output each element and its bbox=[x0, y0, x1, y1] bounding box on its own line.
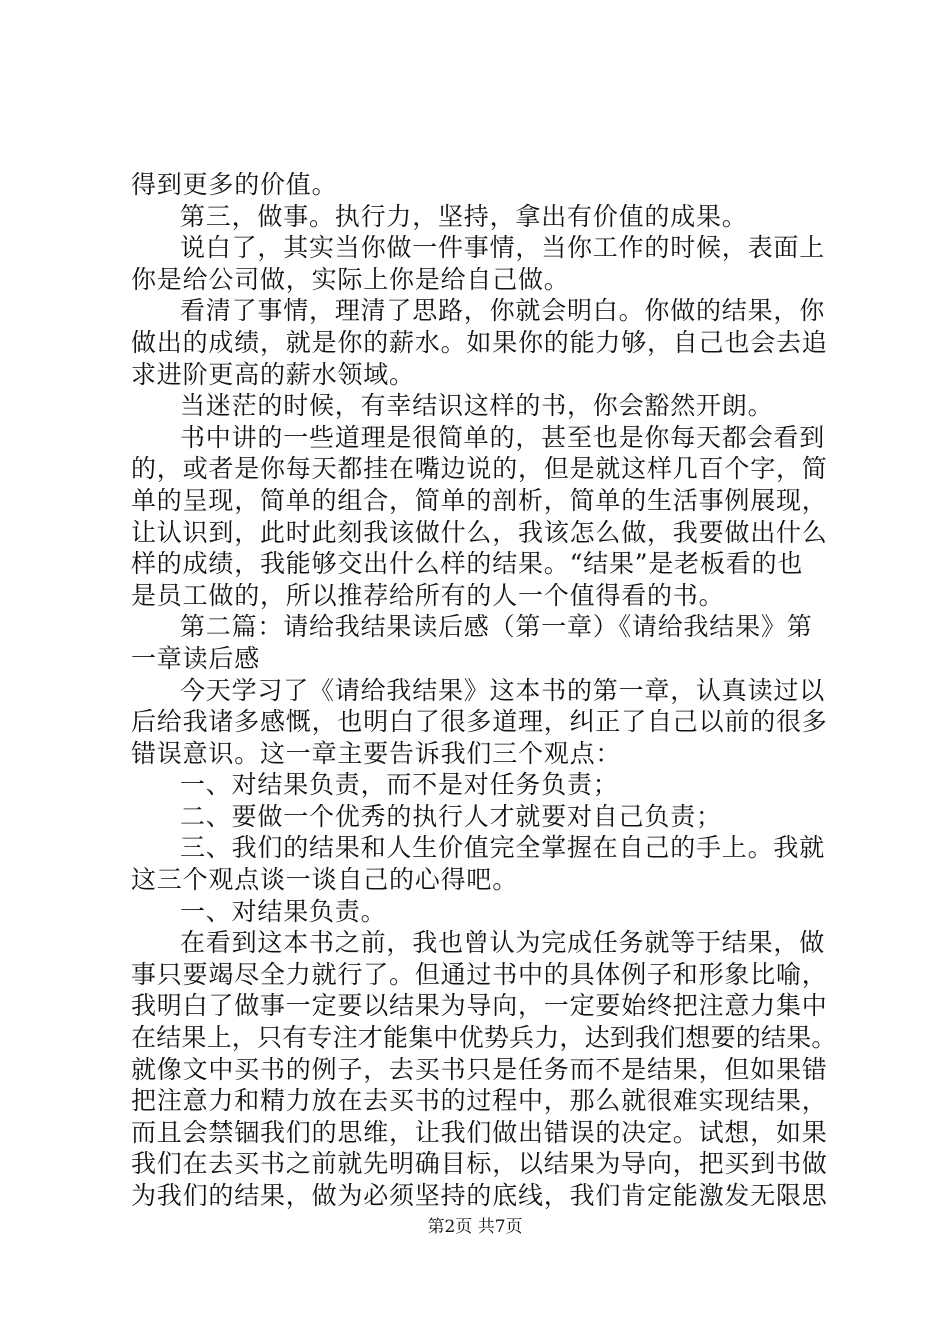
text-line: 做出的成绩，就是你的薪水。如果你的能力够，自己也会去追 bbox=[131, 327, 828, 357]
text-line: 样的成绩，我能够交出什么样的结果。“结果”是老板看的也 bbox=[131, 549, 804, 579]
text-line: 在结果上，只有专注才能集中优势兵力，达到我们想要的结果。 bbox=[131, 1023, 837, 1053]
text-line: 今天学习了《请给我结果》这本书的第一章，认真读过以 bbox=[180, 675, 826, 705]
text-line: 你是给公司做，实际上你是给自己做。 bbox=[131, 264, 570, 294]
text-line: 让认识到，此时此刻我该做什么，我该怎么做，我要做出什么 bbox=[131, 517, 828, 547]
text-line: 看清了事情，理清了思路，你就会明白。你做的结果，你 bbox=[180, 296, 826, 326]
text-line: 书中讲的一些道理是很简单的，甚至也是你每天都会看到 bbox=[180, 422, 826, 452]
text-line: 得到更多的价值。 bbox=[131, 170, 338, 199]
text-line: 一、对结果负责，而不是对任务负责； bbox=[180, 770, 619, 800]
text-line: 一、对结果负责。 bbox=[180, 896, 387, 926]
text-line: 单的呈现，简单的组合，简单的剖析，简单的生活事例展现， bbox=[131, 485, 828, 515]
text-line: 这三个观点谈一谈自己的心得吧。 bbox=[131, 865, 519, 895]
text-line: 当迷茫的时候，有幸结识这样的书，你会豁然开朗。 bbox=[180, 391, 774, 421]
text-line: 为我们的结果，做为必须坚持的底线，我们肯定能激发无限思 bbox=[131, 1181, 828, 1210]
text-line: 的，或者是你每天都挂在嘴边说的，但是就这样几百个字，简 bbox=[131, 454, 828, 484]
text-line: 我们在去买书之前就先明确目标，以结果为导向，把买到书做 bbox=[131, 1149, 828, 1179]
text-line: 是员工做的，所以推荐给所有的人一个值得看的书。 bbox=[131, 580, 725, 610]
text-line: 三、我们的结果和人生价值完全掌握在自己的手上。我就 bbox=[180, 833, 826, 863]
text-line: 第二篇：请给我结果读后感（第一章）《请给我结果》第 bbox=[180, 612, 813, 642]
text-line: 错误意识。这一章主要告诉我们三个观点： bbox=[131, 738, 622, 768]
text-line: 说白了，其实当你做一件事情，当你工作的时候，表面上 bbox=[180, 233, 826, 263]
text-line: 我明白了做事一定要以结果为导向，一定要始终把注意力集中 bbox=[131, 991, 828, 1021]
body-text bbox=[131, 169, 841, 1212]
page-footer: 第2页 共7页 bbox=[427, 1217, 523, 1237]
text-line: 在看到这本书之前，我也曾认为完成任务就等于结果，做 bbox=[180, 928, 826, 958]
text-line: 一章读后感 bbox=[131, 643, 261, 673]
text-line: 第三，做事。执行力，坚持，拿出有价值的成果。 bbox=[180, 201, 748, 231]
text-line: 就像文中买书的例子，去买书只是任务而不是结果，但如果错 bbox=[131, 1054, 828, 1084]
text-line: 二、要做一个优秀的执行人才就要对自己负责； bbox=[180, 801, 722, 831]
text-line: 而且会禁锢我们的思维，让我们做出错误的决定。试想，如果 bbox=[131, 1117, 828, 1147]
text-line: 把注意力和精力放在去买书的过程中，那么就很难实现结果， bbox=[131, 1086, 828, 1116]
text-line: 后给我诸多感慨，也明白了很多道理，纠正了自己以前的很多 bbox=[131, 707, 828, 737]
text-line: 求进阶更高的薪水领域。 bbox=[131, 359, 415, 389]
text-line: 事只要竭尽全力就行了。但通过书中的具体例子和形象比喻， bbox=[131, 959, 828, 989]
